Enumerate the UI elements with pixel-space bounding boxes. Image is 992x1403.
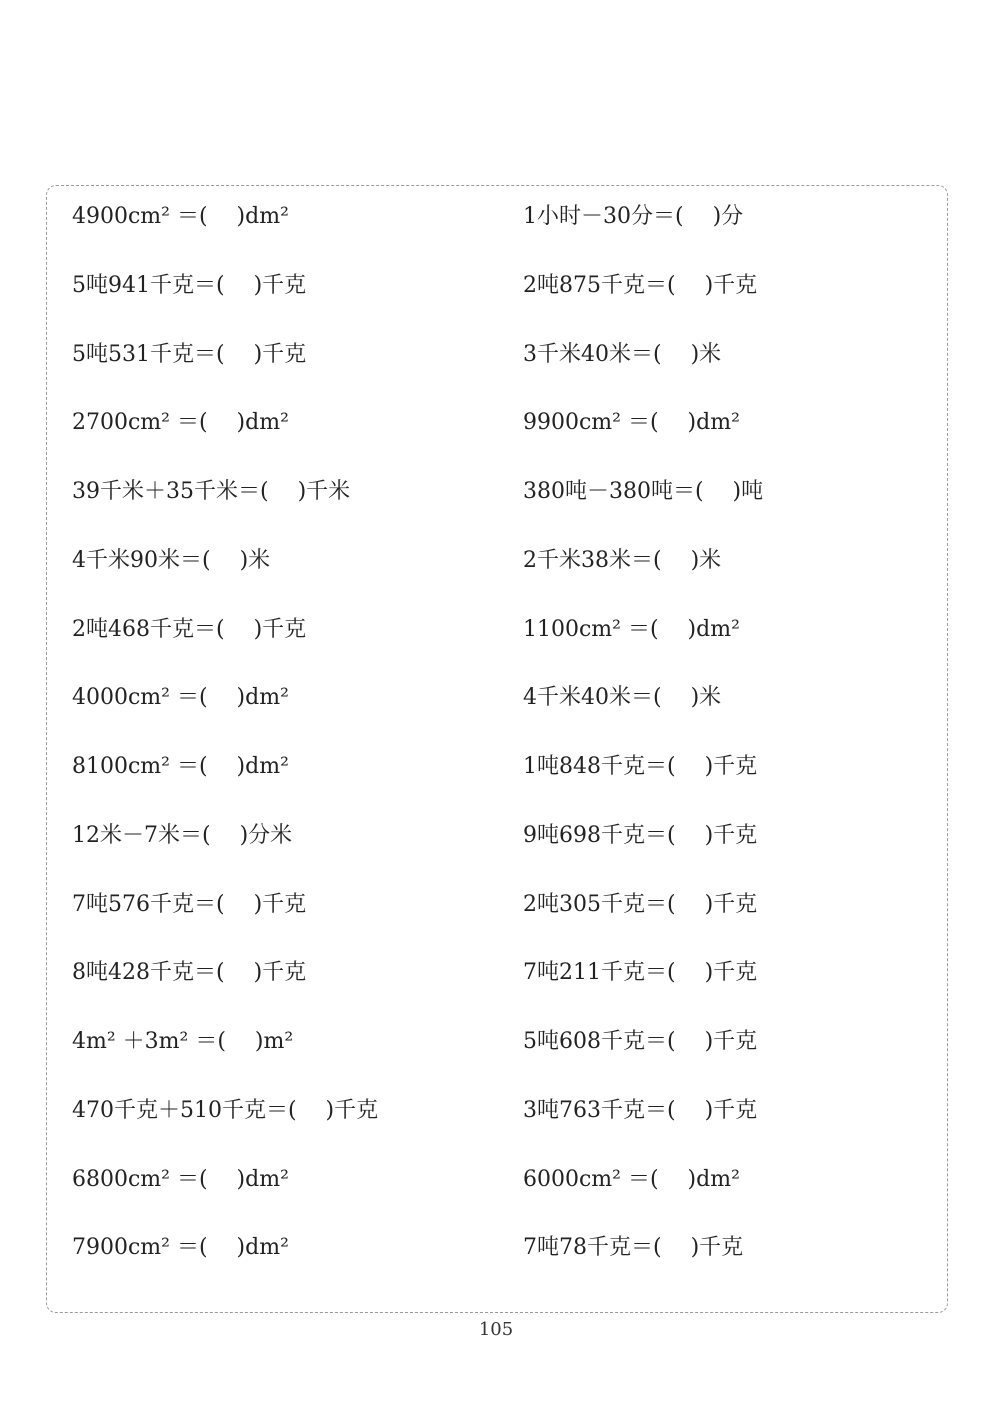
problem-left: 4000cm² ＝( )dm² <box>72 685 289 711</box>
problem-left: 5吨941千克＝( )千克 <box>72 272 307 298</box>
problem-right: 1100cm² ＝( )dm² <box>523 616 740 642</box>
worksheet-frame <box>46 185 948 1313</box>
problem-row <box>47 1091 947 1131</box>
problem-row <box>47 1228 947 1268</box>
problem-right: 380吨－380吨＝( )吨 <box>523 479 764 504</box>
problem-right: 1吨848千克＝( )千克 <box>523 754 758 779</box>
problem-right: 2千米38米＝( )米 <box>523 547 722 573</box>
problem-row <box>47 335 947 375</box>
problem-right: 7吨78千克＝( )千克 <box>523 1235 744 1261</box>
problem-left: 4m² ＋3m² ＝( )m² <box>72 1029 294 1054</box>
problem-right: 1小时－30分＝( )分 <box>523 204 744 229</box>
problem-left: 2吨468千克＝( )千克 <box>72 616 307 642</box>
problem-row <box>47 403 947 443</box>
problem-right: 6000cm² ＝( )dm² <box>523 1166 740 1192</box>
problem-left: 2700cm² ＝( )dm² <box>72 410 289 436</box>
problem-left: 5吨531千克＝( )千克 <box>72 341 307 367</box>
problem-left: 6800cm² ＝( )dm² <box>72 1166 289 1192</box>
problem-right: 3千米40米＝( )米 <box>523 341 722 367</box>
problem-left: 7吨576千克＝( )千克 <box>72 891 307 917</box>
problem-row <box>47 197 947 237</box>
problem-left: 7900cm² ＝( )dm² <box>72 1235 289 1261</box>
problem-row <box>47 678 947 718</box>
problem-row <box>47 472 947 512</box>
problem-left: 39千米＋35千米＝( )千米 <box>72 479 351 504</box>
problem-row <box>47 816 947 856</box>
problem-row <box>47 885 947 925</box>
problem-right: 9900cm² ＝( )dm² <box>523 410 740 436</box>
page-number: 105 <box>478 1319 514 1340</box>
problem-left: 4900cm² ＝( )dm² <box>72 204 289 229</box>
problem-row <box>47 1022 947 1062</box>
problem-left: 470千克＋510千克＝( )千克 <box>72 1097 379 1123</box>
problem-left: 8100cm² ＝( )dm² <box>72 754 289 779</box>
problem-right: 7吨211千克＝( )千克 <box>523 960 758 986</box>
problem-left: 4千米90米＝( )米 <box>72 547 271 573</box>
problem-right: 2吨305千克＝( )千克 <box>523 891 758 917</box>
problem-row <box>47 747 947 787</box>
problem-right: 5吨608千克＝( )千克 <box>523 1029 758 1054</box>
problem-row <box>47 1160 947 1200</box>
problem-row <box>47 610 947 650</box>
problem-left: 12米－7米＝( )分米 <box>72 822 293 848</box>
problem-row <box>47 541 947 581</box>
problem-right: 2吨875千克＝( )千克 <box>523 272 758 298</box>
problem-left: 8吨428千克＝( )千克 <box>72 960 307 986</box>
problem-row <box>47 953 947 993</box>
problem-right: 3吨763千克＝( )千克 <box>523 1097 758 1123</box>
problem-right: 9吨698千克＝( )千克 <box>523 822 758 848</box>
problem-right: 4千米40米＝( )米 <box>523 685 722 711</box>
problem-row <box>47 266 947 306</box>
